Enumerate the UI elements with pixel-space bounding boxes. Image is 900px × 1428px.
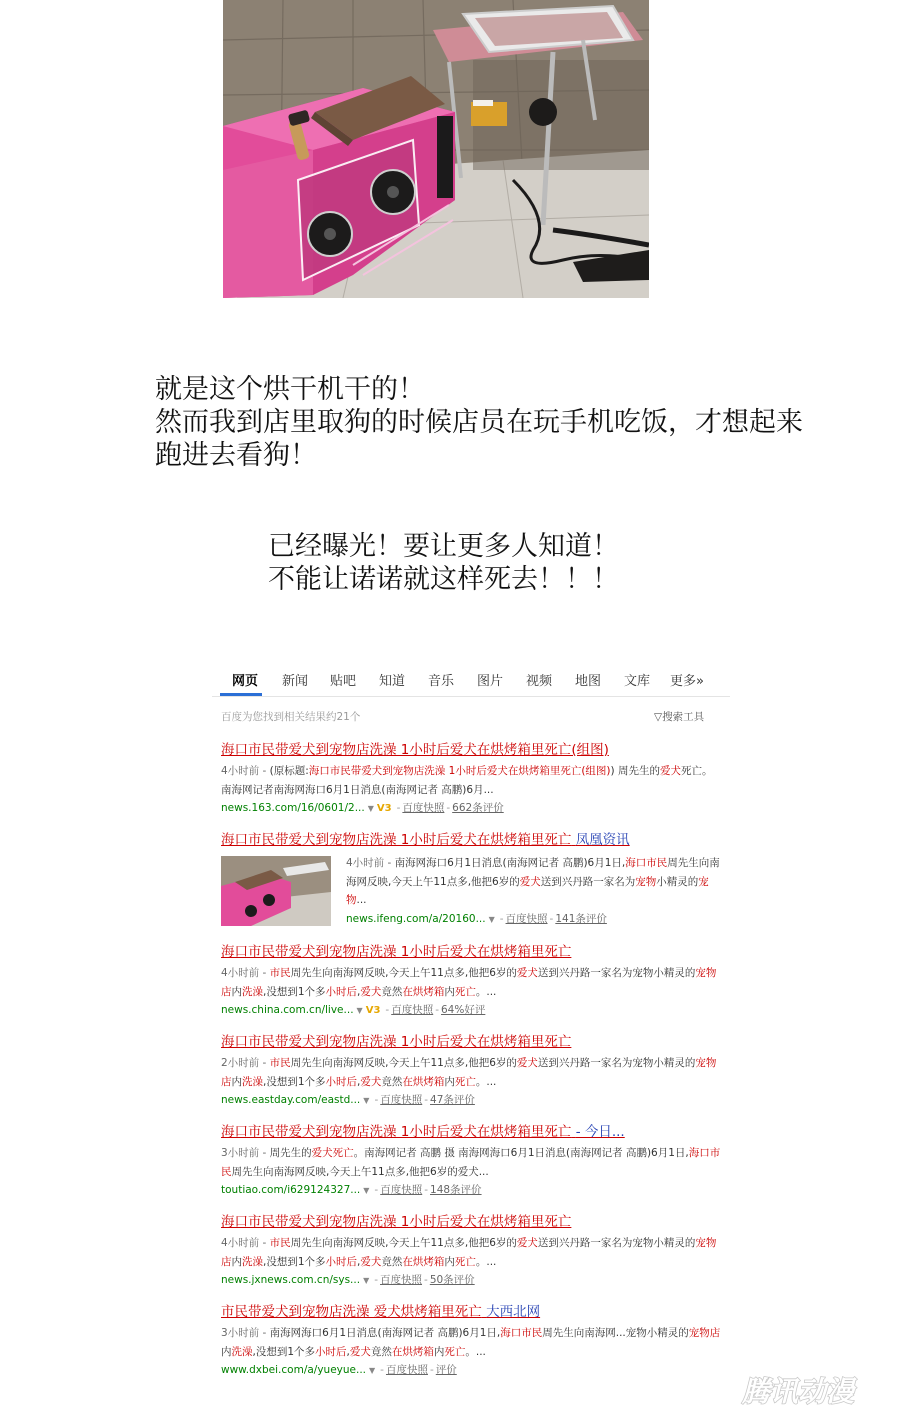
highlighted-keyword: 爱犬: [516, 1057, 538, 1069]
snippet-text: 内: [231, 985, 242, 998]
result-time: 4小时前 -: [221, 765, 270, 777]
result-title-link[interactable]: 海口市民带爱犬到宠物店洗澡 1小时后爱犬在烘烤箱里死亡: [221, 1034, 572, 1050]
highlighted-keyword: 宠物店: [221, 967, 717, 998]
result-title-link[interactable]: 市民带爱犬到宠物店洗澡 爱犬烘烤箱里死亡 大西北网: [221, 1304, 541, 1320]
caret-down-icon[interactable]: ▼: [356, 1006, 363, 1015]
caption-line: 跑进去看狗！: [155, 440, 317, 471]
snippet-text: ,没想到1个多: [263, 1075, 326, 1088]
snippet-text: 。...: [475, 1075, 497, 1088]
highlighted-keyword: 死亡: [454, 985, 476, 998]
v-badge-icon: V3: [376, 803, 392, 814]
highlighted-keyword: 宠物店: [221, 1237, 717, 1268]
snippet-text: ) 周先生的: [610, 765, 660, 777]
highlighted-keyword: 宠物店: [688, 1327, 721, 1339]
rating-link[interactable]: 148条评价: [430, 1184, 482, 1196]
caption-block-1: [155, 373, 803, 472]
highlighted-keyword: 爱犬: [360, 1075, 382, 1088]
result-time: 4小时前 -: [221, 1237, 270, 1249]
snippet-text: ,: [357, 985, 361, 998]
highlighted-keyword: 小时后: [325, 1255, 358, 1268]
result-meta: news.china.com.cn/live... ▼ V3 - 百度快照 - 64%好评: [221, 1004, 486, 1016]
result-title-link[interactable]: 海口市民带爱犬到宠物店洗澡 1小时后爱犬在烘烤箱里死亡(组图): [221, 742, 609, 758]
snippet-text: 小精灵的: [656, 875, 699, 888]
snippet-text: 周先生向南海网反映,今天上午11点多,他把6岁的: [290, 1237, 517, 1249]
snippet-text: 周先生向南海网...宠物小精灵的: [542, 1327, 689, 1339]
result-snippet: [221, 1324, 721, 1361]
highlighted-keyword: 爱犬: [360, 985, 382, 998]
highlighted-keyword: 在烘烤箱: [402, 985, 445, 998]
snippet-text: ,: [357, 1255, 361, 1268]
result-meta: news.ifeng.com/a/20160... ▼ - 百度快照 - 141条评价: [346, 912, 607, 925]
caption-line: 就是这个烘干机干的！: [155, 374, 425, 405]
highlighted-keyword: 小时后: [315, 1345, 347, 1358]
result-url[interactable]: news.jxnews.com.cn/sys...: [221, 1274, 361, 1286]
snippet-text: 内: [221, 1345, 232, 1358]
rating-link[interactable]: 141条评价: [555, 912, 607, 925]
snippet-text: 。...: [465, 1345, 486, 1358]
rating-link[interactable]: 47条评价: [430, 1094, 475, 1106]
result-time: 4小时前 -: [346, 857, 395, 869]
snippet-text: 内: [444, 985, 455, 998]
result-meta: toutiao.com/i629124327... ▼ - 百度快照 - 148条评价: [221, 1184, 482, 1196]
cache-link[interactable]: 百度快照: [380, 1094, 423, 1106]
cache-link[interactable]: 百度快照: [385, 1364, 428, 1376]
highlighted-keyword: 爱犬: [349, 1345, 371, 1358]
highlighted-keyword: 死亡: [444, 1345, 466, 1358]
cache-link[interactable]: 百度快照: [402, 802, 445, 814]
highlighted-keyword: 爱犬: [659, 765, 681, 777]
result-url[interactable]: news.ifeng.com/a/20160...: [346, 912, 486, 925]
result-snippet: [221, 1234, 721, 1271]
search-tabs: [212, 662, 730, 697]
result-url[interactable]: news.eastday.com/eastd...: [221, 1094, 361, 1106]
snippet-text: 送到兴丹路一家名为宠物小精灵的: [537, 1237, 696, 1249]
rating-link[interactable]: 64%好评: [441, 1004, 486, 1016]
highlighted-keyword: 宠物: [346, 875, 709, 906]
result-snippet: [221, 964, 721, 1001]
caption-line: 已经曝光！要让更多人知道！: [268, 531, 619, 562]
highlighted-keyword: 死亡: [454, 1255, 476, 1268]
rating-link[interactable]: 50条评价: [429, 1274, 475, 1286]
highlighted-keyword: 洗澡: [242, 1075, 263, 1088]
highlighted-keyword: 洗澡: [242, 1255, 263, 1268]
caption-line: 不能让诺诺就这样死去！！！: [268, 564, 619, 595]
search-result-4: [221, 1030, 721, 1110]
tencent-comic-watermark-logo: [738, 1370, 880, 1410]
tab-web[interactable]: 网页: [232, 674, 259, 689]
snippet-text: 周先生向南海网反映,今天上午11点多,他把6岁的: [290, 1057, 517, 1069]
highlighted-keyword: 洗澡: [231, 1345, 253, 1358]
snippet-text: 周先生向南海网反映,今天上午11点多,他把6岁的爱犬...: [231, 1165, 489, 1178]
snippet-text: 送到兴丹路一家名为: [540, 875, 636, 888]
snippet-text: 死亡。南海网记者南海网海口6月1日消息(南海网记者 高鹏)6月...: [221, 765, 713, 796]
highlighted-keyword: 小时后: [325, 985, 358, 998]
highlighted-keyword: 海口市民: [625, 857, 668, 869]
caption-line: 然而我到店里取狗的时候店员在玩手机吃饭，才想起来: [155, 407, 803, 438]
snippet-text: 送到兴丹路一家名为宠物小精灵的: [537, 967, 696, 979]
result-time: 3小时前 -: [221, 1327, 270, 1339]
v-badge-icon: V3: [365, 1005, 381, 1016]
search-result-6: [221, 1210, 721, 1290]
snippet-text: 竟然: [370, 1345, 392, 1358]
highlighted-keyword: 爱犬: [519, 875, 541, 888]
snippet-text: 周先生的: [269, 1147, 312, 1159]
snippet-text: 周先生向南海网反映,今天上午11点多,他把6岁的: [346, 857, 720, 888]
highlighted-keyword: 市民: [269, 967, 291, 979]
caret-down-icon[interactable]: ▼: [367, 804, 374, 813]
result-time: 4小时前 -: [221, 967, 270, 979]
tab-wenku[interactable]: 文库: [624, 674, 651, 689]
search-result-1: [221, 738, 721, 818]
highlighted-keyword: 市民: [269, 1057, 291, 1069]
highlighted-keyword: 爱犬死亡: [311, 1147, 354, 1159]
tab-images[interactable]: 图片: [477, 674, 504, 689]
result-title-link[interactable]: 海口市民带爱犬到宠物店洗澡 1小时后爱犬在烘烤箱里死亡 - 今日...: [221, 1124, 625, 1140]
cache-link[interactable]: 百度快照: [380, 1184, 423, 1196]
result-meta: www.dxbei.com/a/yueyue... ▼ - 百度快照 - 评价: [221, 1364, 457, 1376]
snippet-text: 送到兴丹路一家名为宠物小精灵的: [537, 1057, 696, 1069]
snippet-text: 内: [444, 1075, 455, 1088]
result-meta: news.eastday.com/eastd... ▼ - 百度快照 - 47条评价: [221, 1094, 475, 1106]
result-thumbnail[interactable]: [221, 856, 331, 926]
snippet-text: 南海网海口6月1日消息(南海网记者 高鹏)6月1日,: [394, 857, 626, 869]
caret-down-icon[interactable]: ▼: [369, 1366, 376, 1375]
highlighted-keyword: 海口市民: [221, 1147, 721, 1178]
snippet-text: (原标题:: [269, 765, 309, 777]
highlighted-keyword: 爱犬: [516, 967, 538, 979]
tab-tieba[interactable]: 贴吧: [330, 674, 357, 689]
result-snippet: [221, 762, 721, 799]
highlighted-keyword: 死亡: [454, 1075, 476, 1088]
search-result-7: [221, 1300, 721, 1380]
result-meta: news.jxnews.com.cn/sys... ▼ - 百度快照 - 50条评价: [221, 1274, 475, 1286]
result-time: 2小时前 -: [221, 1057, 270, 1069]
caption-block-2: [268, 530, 619, 596]
highlighted-keyword: 爱犬: [360, 1255, 382, 1268]
cache-link[interactable]: 百度快照: [505, 912, 548, 925]
snippet-text: 竟然: [381, 985, 403, 998]
highlighted-keyword: 在烘烤箱: [402, 1075, 445, 1088]
svg-text:腾讯动漫: 腾讯动漫: [742, 1375, 855, 1408]
snippet-text: ,没想到1个多: [263, 1255, 326, 1268]
result-url[interactable]: news.163.com/16/0601/2...: [221, 802, 365, 814]
tab-map[interactable]: 地图: [575, 674, 602, 689]
tab-zhidao[interactable]: 知道: [379, 674, 406, 689]
snippet-text: ...: [356, 894, 367, 906]
result-time: 3小时前 -: [221, 1147, 270, 1159]
caret-down-icon[interactable]: ▼: [363, 1186, 370, 1195]
result-title-link[interactable]: 海口市民带爱犬到宠物店洗澡 1小时后爱犬在烘烤箱里死亡 凤凰资讯: [221, 832, 630, 848]
result-url[interactable]: news.china.com.cn/live...: [221, 1004, 354, 1016]
result-url[interactable]: toutiao.com/i629124327...: [221, 1184, 361, 1196]
snippet-text: 。...: [475, 1255, 497, 1268]
result-title-link[interactable]: 海口市民带爱犬到宠物店洗澡 1小时后爱犬在烘烤箱里死亡: [221, 1214, 572, 1230]
tab-video[interactable]: 视频: [526, 674, 553, 689]
result-source[interactable]: 大西北网: [486, 1304, 541, 1320]
rating-link[interactable]: 662条评价: [452, 802, 504, 814]
snippet-text: ,没想到1个多: [263, 985, 326, 998]
highlighted-keyword: 洗澡: [242, 985, 263, 998]
snippet-text: ,没想到1个多: [252, 1345, 316, 1358]
result-snippet: [221, 1144, 721, 1181]
highlighted-keyword: 市民: [269, 1237, 291, 1249]
search-result-5: [221, 1120, 721, 1200]
snippet-text: 竟然: [381, 1255, 403, 1268]
snippet-text: 内: [433, 1345, 445, 1358]
search-results-panel: [212, 662, 730, 1392]
highlighted-keyword: 在烘烤箱: [402, 1255, 445, 1268]
highlighted-keyword: 宠物: [635, 875, 657, 888]
result-body: [346, 850, 726, 929]
snippet-text: ,: [346, 1345, 350, 1358]
snippet-text: 内: [231, 1255, 242, 1268]
highlighted-keyword: 在烘烤箱: [391, 1345, 434, 1358]
result-snippet: [221, 1054, 721, 1091]
snippet-text: 。南海网记者 高鹏 摄 南海网海口6月1日消息(南海网记者 高鹏)6月1日,: [353, 1147, 689, 1159]
active-tab-indicator: [220, 693, 262, 696]
snippet-text: 。...: [475, 985, 497, 998]
tab-music[interactable]: 音乐: [428, 674, 455, 689]
highlighted-keyword: 小时后: [325, 1075, 358, 1088]
result-title-link[interactable]: 海口市民带爱犬到宠物店洗澡 1小时后爱犬在烘烤箱里死亡: [221, 944, 572, 960]
snippet-text: 竟然: [381, 1075, 403, 1088]
snippet-text: 内: [444, 1255, 455, 1268]
tab-more[interactable]: 更多»: [670, 674, 704, 689]
snippet-text: 南海网海口6月1日消息(南海网记者 高鹏)6月1日,: [269, 1327, 501, 1339]
highlighted-keyword: 宠物店: [221, 1057, 717, 1088]
result-count: 百度为您找到相关结果约21个: [221, 711, 361, 723]
result-snippet: [346, 854, 726, 910]
caret-down-icon[interactable]: ▼: [488, 914, 495, 924]
snippet-text: ,: [357, 1075, 361, 1088]
pet-dryer-photo: [223, 0, 649, 298]
caret-down-icon[interactable]: ▼: [363, 1276, 370, 1285]
search-tools-button[interactable]: ▽搜索工具: [654, 711, 705, 723]
cache-link[interactable]: 百度快照: [391, 1004, 434, 1016]
cache-link[interactable]: 百度快照: [380, 1274, 423, 1286]
search-result-2: [221, 828, 721, 925]
highlighted-keyword: 海口市民带爱犬到宠物店洗澡 1小时后爱犬在烘烤箱里死亡(组图): [308, 765, 611, 777]
caret-down-icon[interactable]: ▼: [363, 1096, 370, 1105]
highlighted-keyword: 爱犬: [516, 1237, 538, 1249]
rating-link[interactable]: 评价: [435, 1364, 457, 1376]
search-result-3: [221, 940, 721, 1020]
result-source[interactable]: - 今日...: [575, 1124, 625, 1140]
result-source[interactable]: 凤凰资讯: [575, 832, 630, 848]
result-meta: news.163.com/16/0601/2... ▼ V3 - 百度快照 - 662条评价: [221, 802, 504, 814]
snippet-text: 内: [231, 1075, 242, 1088]
snippet-text: 周先生向南海网反映,今天上午11点多,他把6岁的: [290, 967, 517, 979]
result-url[interactable]: www.dxbei.com/a/yueyue...: [221, 1364, 367, 1376]
tab-news[interactable]: 新闻: [282, 674, 309, 689]
highlighted-keyword: 海口市民: [500, 1327, 543, 1339]
